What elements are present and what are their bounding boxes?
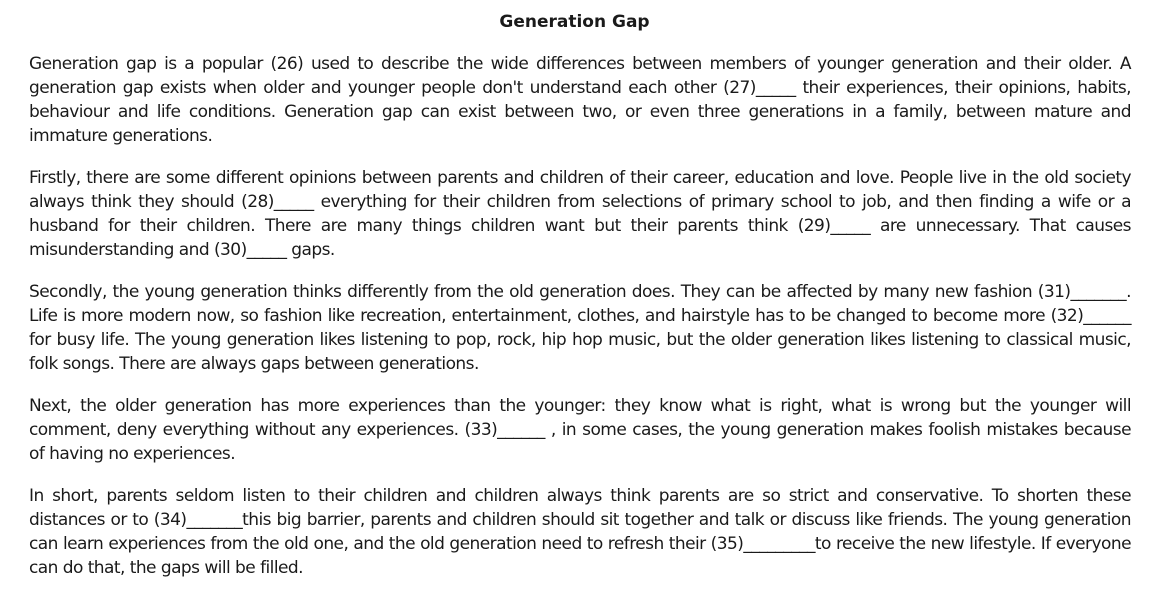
paragraph-secondly: Secondly, the young generation thinks differently from the old generation does. They can be affected by many new fashion (31)_______. Life is more modern now, so fashion like recreation, entertainment, clothes, and hairstyle has to be changed to become more (32)______ for busy life. The young generation likes listening to pop, rock, hip hop music, but the older generation likes listening to classical music, folk songs. There are always gaps between generations.	[29, 282, 1131, 374]
document-title: Generation Gap	[499, 12, 650, 32]
paragraph-next: Next, the older generation has more experiences than the younger: they know what is right, what is wrong but the younger will comment, deny everything without any experiences. (33)______ , in some cases, the young generation makes foolish mistakes because of having no experiences.	[29, 396, 1131, 464]
paragraph-in-short: In short, parents seldom listen to their children and children always think parents are so strict and conservative. To shorten these distances or to (34)_______this big barrier, parents and children should sit together and talk or discuss like friends. The young generation can learn experiences from the old one, and the old generation need to refresh their (35)_________to receive the new lifestyle. If everyone can do that, the gaps will be filled.	[29, 486, 1131, 578]
paragraph-intro: Generation gap is a popular (26) used to describe the wide differences between members of younger generation and their older. A generation gap exists when older and younger people don't understand each other (27)_____ their experiences, their opinions, habits, behaviour and life conditions. Generation gap can exist between two, or even three generations in a family, between mature and immature generations.	[29, 54, 1131, 146]
paragraph-firstly: Firstly, there are some different opinions between parents and children of their career, education and love. People live in the old society always think they should (28)_____ everything for their children from selections of primary school to job, and then finding a wife or a husband for their children. There are many things children want but their parents think (29)_____ are unnecessary. That causes misunderstanding and (30)_____ gaps.	[29, 168, 1131, 260]
